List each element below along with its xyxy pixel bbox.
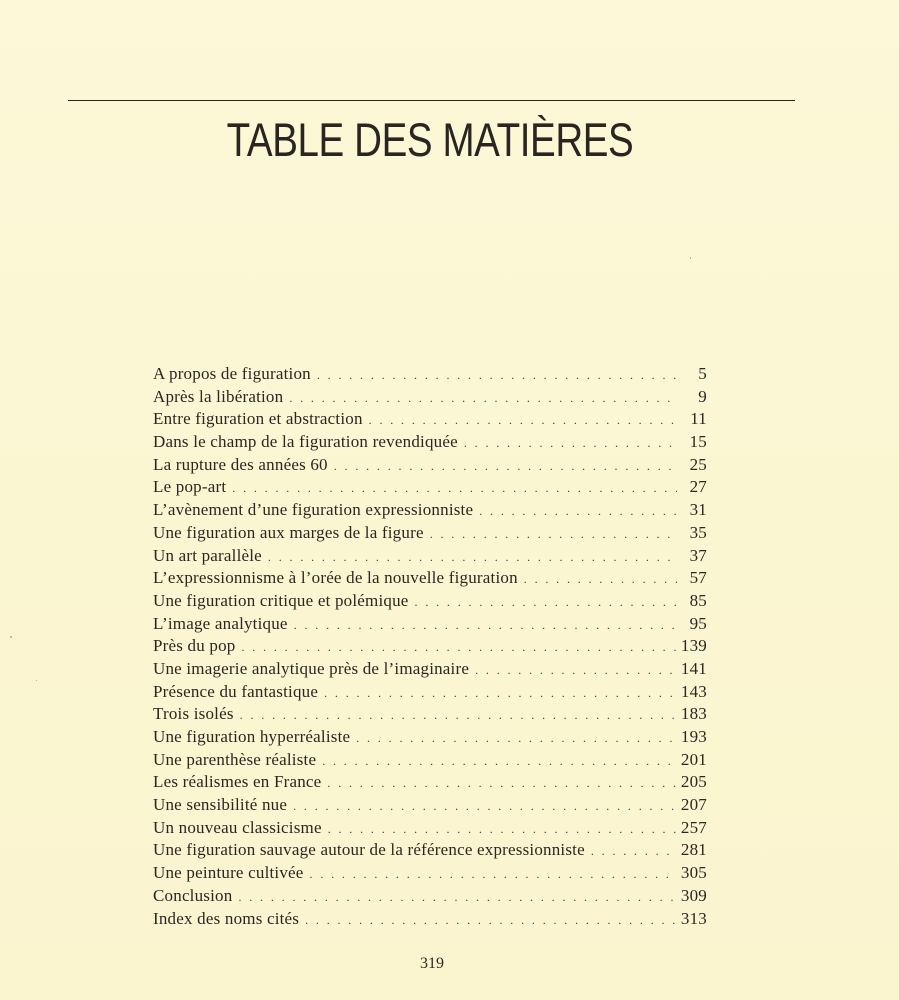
toc-entry-title: Le pop-art <box>153 477 227 497</box>
toc-entry-page: 85 <box>689 590 707 610</box>
toc-entry-page: 15 <box>689 432 707 452</box>
dot-leader <box>240 704 677 727</box>
toc-entry-page: 313 <box>680 908 707 928</box>
dot-leader <box>369 409 677 432</box>
toc-entry-title: Les réalismes en France <box>153 772 322 792</box>
toc-entry-title: La rupture des années 60 <box>153 454 328 474</box>
toc-entry <box>153 613 707 636</box>
toc-entry-title: Une imagerie analytique près de l’imaginaire <box>153 658 470 678</box>
toc-entry <box>153 545 707 568</box>
dot-leader <box>289 387 677 410</box>
toc-entry-title: L’avènement d’une figuration expressionniste <box>153 500 474 520</box>
dot-leader <box>322 750 677 773</box>
toc-entry <box>153 908 707 931</box>
toc-entry-page: 141 <box>680 658 707 678</box>
dot-leader <box>415 591 677 614</box>
toc-entry-page: 305 <box>680 863 707 883</box>
toc-entry-title: Une parenthèse réaliste <box>153 749 317 769</box>
toc-entry-page: 57 <box>689 568 707 588</box>
toc-entry-title: A propos de figuration <box>153 364 311 383</box>
toc-entry <box>153 386 707 409</box>
toc-entry-page: 193 <box>680 727 707 746</box>
toc-entry <box>153 681 707 704</box>
dot-leader <box>268 546 677 569</box>
toc-entry-title: Après la libération <box>153 386 284 406</box>
toc-entry <box>153 431 707 454</box>
toc-entry-page: 139 <box>680 636 707 656</box>
toc-entry-title: Entre figuration et abstraction <box>153 409 363 429</box>
toc-entry-page: 257 <box>680 817 707 837</box>
toc-entry <box>153 749 707 772</box>
toc-entry <box>153 862 707 885</box>
toc-entry <box>153 726 707 749</box>
toc-entry-title: Un nouveau classicisme <box>153 817 322 837</box>
toc-entry-page: 309 <box>680 885 707 905</box>
toc-entry-title: Trois isolés <box>153 704 234 724</box>
dot-leader <box>241 636 676 659</box>
toc-entry-title: Dans le champ de la figuration revendiquée <box>153 432 458 452</box>
toc-entry-title: Une sensibilité nue <box>153 795 288 815</box>
toc-entry-title: Conclusion <box>153 885 233 905</box>
dot-leader <box>524 568 677 591</box>
toc-entry <box>153 590 707 613</box>
toc-entry <box>153 476 707 499</box>
toc-entry <box>153 794 707 817</box>
dot-leader <box>327 772 676 795</box>
toc-entry-title: Une peinture cultivée <box>153 863 304 883</box>
dot-leader <box>430 523 677 546</box>
dot-leader <box>475 659 677 682</box>
paper-speck <box>36 680 37 681</box>
dot-leader <box>328 818 677 841</box>
toc-entry <box>153 817 707 840</box>
dot-leader <box>334 455 677 478</box>
dot-leader <box>238 886 676 909</box>
toc-entry-title: Un art parallèle <box>153 545 262 565</box>
toc-entry-title: L’expressionnisme à l’orée de la nouvelle figuration <box>153 568 518 588</box>
toc-entry <box>153 839 707 862</box>
toc-entry-title: Une figuration sauvage autour de la référence expressionniste <box>153 840 585 860</box>
dot-leader <box>293 795 677 818</box>
toc-entry <box>153 703 707 726</box>
toc-entry-page: 95 <box>689 613 707 633</box>
paper-speck <box>690 257 691 259</box>
toc-entry-page: 201 <box>680 749 707 769</box>
toc-entry-page: 281 <box>680 840 707 860</box>
page-title: TABLE DES MATIÈRES <box>226 113 634 166</box>
toc-entry <box>153 771 707 794</box>
top-rule <box>68 100 795 101</box>
dot-leader <box>591 840 677 863</box>
toc-entry <box>153 567 707 590</box>
toc-entry <box>153 408 707 431</box>
toc-entry-page: 9 <box>698 386 707 406</box>
toc-entry <box>153 499 707 522</box>
table-of-contents <box>153 363 707 930</box>
toc-entry <box>153 522 707 545</box>
toc-entry-title: Une figuration critique et polémique <box>153 590 409 610</box>
toc-entry-page: 37 <box>689 545 707 565</box>
toc-entry-title: Près du pop <box>153 636 236 656</box>
toc-entry-page: 143 <box>680 681 707 701</box>
toc-entry <box>153 635 707 658</box>
toc-entry <box>153 363 707 386</box>
toc-entry-title: L’image analytique <box>153 613 288 633</box>
dot-leader <box>305 909 677 932</box>
dot-leader <box>479 500 677 523</box>
toc-entry-page: 35 <box>689 522 707 542</box>
toc-entry-page: 5 <box>698 364 707 383</box>
toc-entry-title: Une figuration aux marges de la figure <box>153 522 424 542</box>
toc-entry-page: 207 <box>680 795 707 815</box>
page-number: 319 <box>420 955 444 972</box>
toc-entry <box>153 658 707 681</box>
dot-leader <box>317 364 677 387</box>
dot-leader <box>232 477 677 500</box>
dot-leader <box>310 863 677 886</box>
dot-leader <box>294 614 677 637</box>
toc-entry-title: Une figuration hyperréaliste <box>153 727 351 746</box>
dot-leader <box>464 432 677 455</box>
toc-entry <box>153 885 707 908</box>
toc-entry-page: 27 <box>689 477 707 497</box>
toc-entry-page: 205 <box>680 772 707 792</box>
toc-entry-title: Présence du fantastique <box>153 681 319 701</box>
toc-entry-page: 11 <box>690 409 707 429</box>
toc-entry <box>153 454 707 477</box>
toc-entry-page: 31 <box>689 500 707 520</box>
toc-entry-title: Index des noms cités <box>153 908 300 928</box>
toc-entry-page: 25 <box>689 454 707 474</box>
toc-entry-page: 183 <box>680 704 707 724</box>
dot-leader <box>324 682 677 705</box>
dot-leader <box>356 727 677 750</box>
paper-speck <box>10 636 12 638</box>
